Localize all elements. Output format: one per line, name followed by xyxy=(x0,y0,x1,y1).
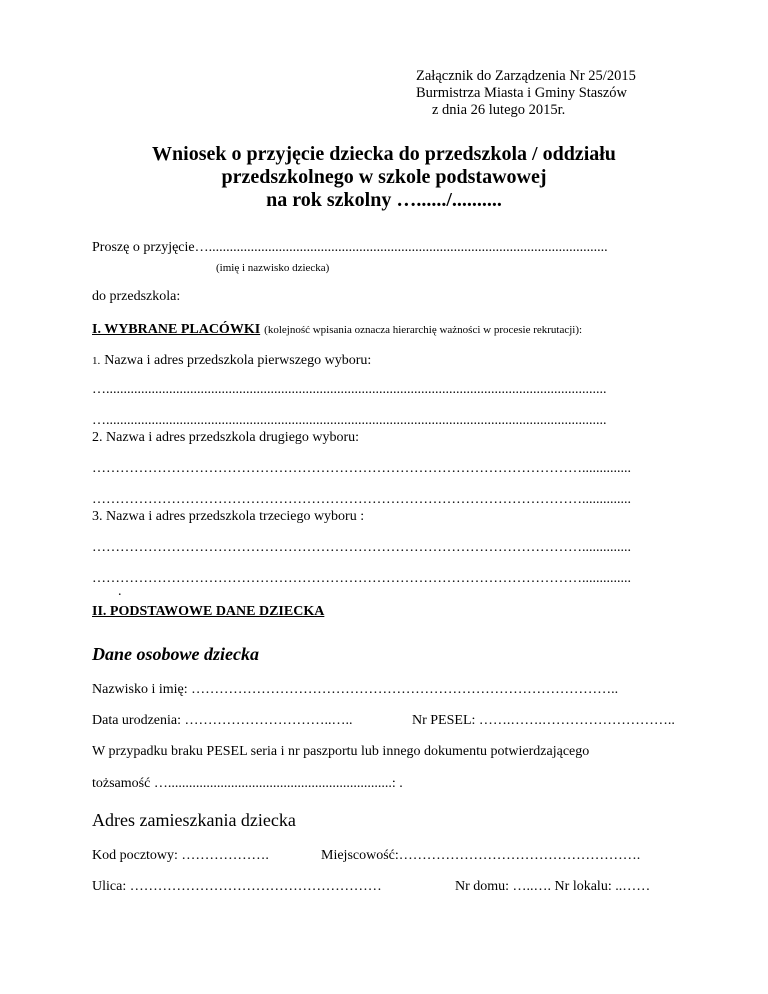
pesel-field[interactable]: Nr PESEL: …….…….……………………….. xyxy=(412,713,675,728)
passport-note: W przypadku braku PESEL seria i nr paszportu lub innego dokumentu potwierdzającego xyxy=(92,744,590,759)
section-1-heading-row xyxy=(92,320,582,338)
choice-3-field-2[interactable]: …………………………………………………………………………………………….............. xyxy=(92,571,631,586)
choice-1-field-2[interactable]: …............................................................................................................................................... xyxy=(92,413,607,428)
attachment-line-3: z dnia 26 lutego 2015r. xyxy=(432,102,566,118)
choice-2-field-1[interactable]: …………………………………………………………………………………………….............. xyxy=(92,461,631,476)
street-field[interactable]: Ulica: ……………………………………………… xyxy=(92,879,382,894)
name-field[interactable]: Nazwisko i imię: ……………………………………………………………………………….. xyxy=(92,682,619,697)
attachment-line-1: Załącznik do Zarządzenia Nr 25/2015 xyxy=(416,68,636,84)
attachment-line-2: Burmistrza Miasta i Gminy Staszów xyxy=(416,85,628,101)
identity-document-field[interactable]: tożsamość …................................................................: . xyxy=(92,776,403,791)
form-title-line-3: na rok szkolny …....../.......... xyxy=(266,189,502,211)
address-heading: Adres zamieszkania dziecka xyxy=(92,810,296,830)
to-preschool-label: do przedszkola: xyxy=(92,289,181,304)
choice-1-number: 1. xyxy=(92,355,101,367)
child-name-hint: (imię i nazwisko dziecka) xyxy=(216,262,330,274)
choice-1-label: Nazwa i adres przedszkola pierwszego wyboru: xyxy=(104,353,372,368)
form-title-line-1: Wniosek o przyjęcie dziecka do przedszkola / oddziału xyxy=(152,143,616,165)
choice-3-field-1[interactable]: …………………………………………………………………………………………….............. xyxy=(92,540,631,555)
section-2-heading: II. PODSTAWOWE DANE DZIECKA xyxy=(92,604,325,619)
choice-1-label-row xyxy=(92,351,371,369)
birth-date-field[interactable]: Data urodzenia: …………………………..….. xyxy=(92,713,353,728)
choice-3-label: 3. Nazwa i adres przedszkola trzeciego wyboru : xyxy=(92,509,365,524)
form-title-line-2: przedszkolnego w szkole podstawowej xyxy=(221,166,547,188)
stray-dot: . xyxy=(118,584,122,599)
section-1-note: (kolejność wpisania oznacza hierarchię ważności w procesie rekrutacji): xyxy=(264,324,583,336)
child-name-field[interactable]: Proszę o przyjęcie….................................................................................................................. xyxy=(92,240,608,255)
house-number-field[interactable]: Nr domu: …..…. Nr lokalu: ..…… xyxy=(455,879,651,894)
choice-1-field-1[interactable]: …............................................................................................................................................... xyxy=(92,382,607,397)
section-1-heading: I. WYBRANE PLACÓWKI xyxy=(92,322,261,337)
personal-data-heading: Dane osobowe dziecka xyxy=(92,644,259,664)
choice-2-label: 2. Nazwa i adres przedszkola drugiego wyboru: xyxy=(92,430,360,445)
city-field[interactable]: Miejscowość:……………………………………………. xyxy=(321,848,641,863)
postal-code-field[interactable]: Kod pocztowy: ………………. xyxy=(92,848,269,863)
choice-2-field-2[interactable]: …………………………………………………………………………………………….............. xyxy=(92,492,631,507)
